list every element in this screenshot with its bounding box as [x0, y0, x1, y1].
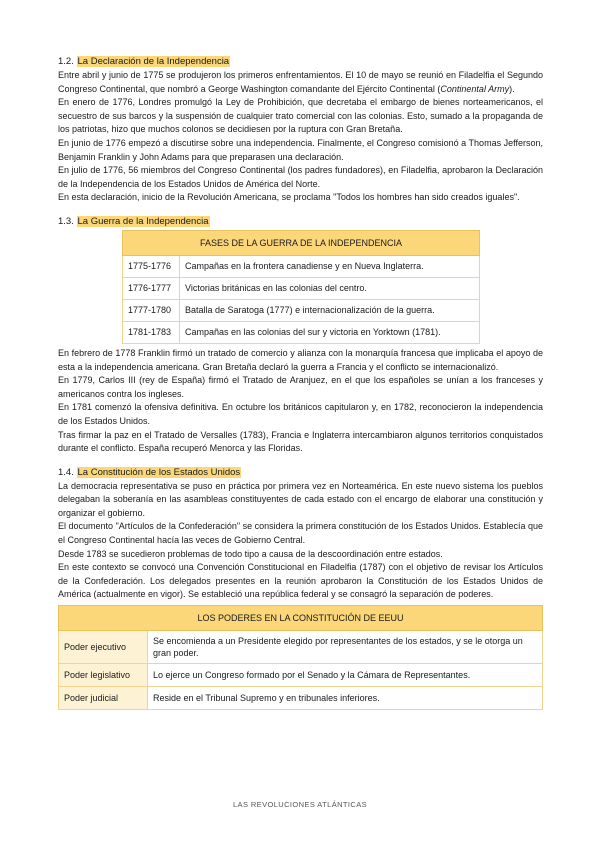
paragraph: Desde 1783 se sucedieron problemas de todo tipo a causa de la descoordinación entre estados. — [58, 548, 443, 559]
section-number: 1.4. — [58, 466, 74, 478]
table-row: 1781-1783 Campañas en las colonias del sur y victoria en Yorktown (1781). — [123, 321, 480, 343]
page-content — [58, 56, 543, 710]
section-title: La Declaración de la Independencia — [77, 56, 230, 67]
section-title: La Guerra de la Independencia — [77, 215, 209, 227]
table-row: 1776-1777 Victorias británicas en las colonias del centro. — [123, 277, 480, 299]
table-row: 1777-1780 Batalla de Saratoga (1777) e internacionalización de la guerra. — [123, 299, 480, 321]
paragraph: En este contexto se convocó una Convención Constitucional en Filadelfia (1787) con el objetivo de revisar los Artículos de la Confederación. Los delegados presentes en la reunión aprobaron la Constitución de los Estados Unidos de América (actualmente en vigor). Se estableció una república federal y se consagró la separación de poderes. — [58, 562, 543, 600]
paragraph: La democracia representativa se puso en práctica por primera vez en Norteamérica. En este nuevo sistema los pueblos delegaban la soberanía en las asambleas constituyentes de cada estado con el encargo de elaborar una constitución y organizar el gobierno. — [58, 480, 543, 518]
paragraph: En julio de 1776, 56 miembros del Congreso Continental (los padres fundadores), en Filadelfia, aprobaron la Declaración de la Independencia de los Estados Unidos de América del Norte. — [58, 165, 543, 189]
section-number: 1.3. — [58, 215, 74, 227]
paragraph: En enero de 1776, Londres promulgó la Ley de Prohibición, que decretaba el embargo de bienes norteamericanos, el secuestro de sus barcos y la suspensión de cualquier trato comercial con las colonias. Esto, sumado a la propaganda de los patriotas, hizo que muchos colonos se decidiesen por la ruptura con Gran Bretaña. — [58, 97, 543, 135]
paragraph: Tras firmar la paz en el Tratado de Versalles (1783), Francia e Inglaterra intercambiaron algunos territorios conquistados durante el conflicto. España recuperó Menorca y las Floridas. — [58, 429, 543, 454]
paragraph: En junio de 1776 empezó a discutirse sobre una independencia. Finalmente, el Congreso comisionó a Thomas Jefferson, Benjamin Franklin y John Adams para que preparasen una declaración. — [58, 137, 543, 162]
italic-term: Continental Army — [440, 83, 510, 94]
table-title: FASES DE LA GUERRA DE LA INDEPENDENCIA — [123, 230, 480, 255]
section-heading-1-2 — [58, 56, 543, 68]
table-title: LOS PODERES EN LA CONSTITUCIÓN DE EEUU — [59, 606, 543, 631]
paragraph: El documento "Artículos de la Confederación" se considera la primera constitución de los Estados Unidos. Establecía que el Congreso Continental hacía las veces de Gobierno Central. — [58, 521, 543, 546]
paragraph: En febrero de 1778 Franklin firmó un tratado de comercio y alianza con la monarquía francesa que implicaba el apoyo de esta a la independencia americana. Gran Bretaña declaró la guerra a Francia y el conflicto se internacionalizó. — [58, 347, 543, 372]
section-heading-1-3 — [58, 216, 543, 228]
paragraph: En 1781 comenzó la ofensiva definitiva. En octubre los británicos capitularon y, en 1782, reconocieron la independencia de los Estados Unidos. — [58, 402, 543, 426]
table-row: Poder legislativo Lo ejerce un Congreso formado por el Senado y la Cámara de Representantes. — [59, 664, 543, 687]
table-row: Poder ejecutivo Se encomienda a un Presidente elegido por representantes de los estados, y se le otorga un gran poder. — [59, 631, 543, 664]
powers-table — [58, 605, 543, 710]
section-heading-1-4 — [58, 467, 543, 479]
paragraph: En esta declaración, inicio de la Revolución Americana, se proclama "Todos los hombres han sido creados iguales". — [58, 192, 520, 203]
page-footer: LAS REVOLUCIONES ATLÁNTICAS — [232, 800, 368, 809]
paragraph: Entre abril y junio de 1775 se produjeron los primeros enfrentamientos. El 10 de mayo se reunió en Filadelfia el Segundo Congreso Continental, que nombró a George Washington comandante del Ejército Continental (Continental Army). — [58, 70, 543, 94]
section-number: 1.2. — [58, 56, 74, 67]
table-row: 1775-1776 Campañas en la frontera canadiense y en Nueva Inglaterra. — [123, 255, 480, 277]
paragraph: En 1779, Carlos III (rey de España) firmó el Tratado de Aranjuez, en el que los españoles se unían a los franceses y americanos contra los ingleses. — [58, 375, 543, 399]
war-phases-table — [122, 230, 480, 344]
section-title: La Constitución de los Estados Unidos — [77, 466, 241, 478]
table-row: Poder judicial Reside en el Tribunal Supremo y en tribunales inferiores. — [59, 687, 543, 710]
